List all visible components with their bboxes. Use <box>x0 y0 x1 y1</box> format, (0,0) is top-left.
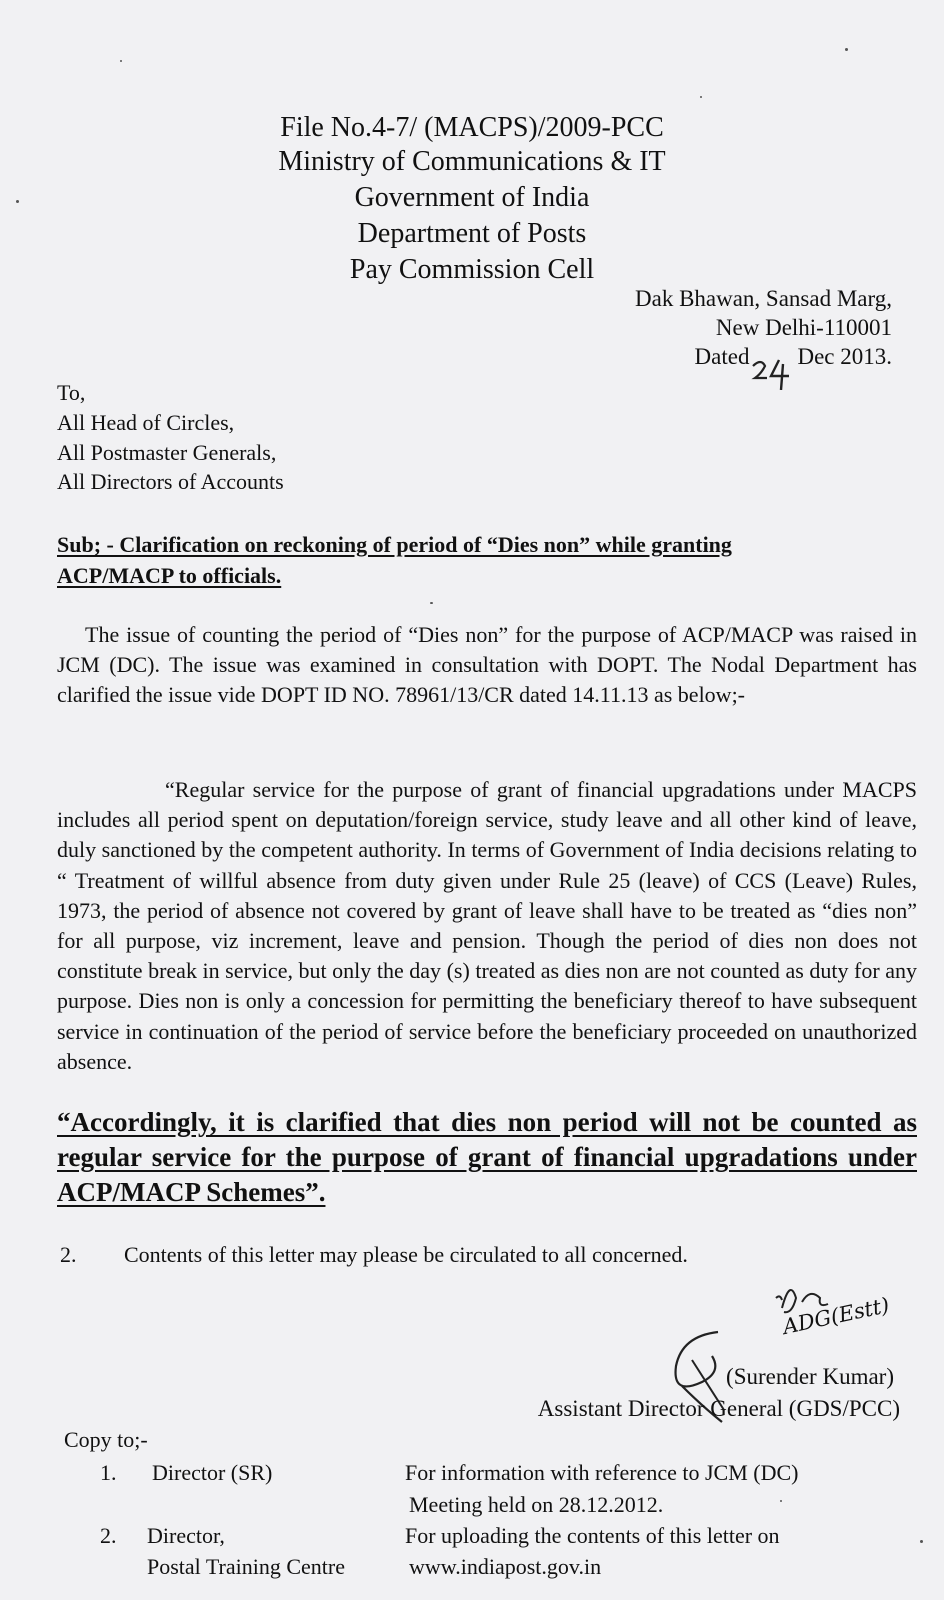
scan-speck <box>120 60 122 62</box>
scan-speck <box>700 96 702 98</box>
government-name: Government of India <box>354 182 590 213</box>
scan-speck <box>430 602 433 604</box>
quoted-paragraph: “Regular service for the purpose of grant of financial upgradations under MACPS includes all period spent on deputation/foreign service, study leave and all other kind of leave, duly sanctioned by the competent authority. In terms of Government of India decisions relating to “ Treatment of willful absence from duty given under Rule 25 (leave) of CCS (Leave) Rules, 1973, the period of absence not covered by grant of leave shall have to be treated as “dies non” for all purpose, viz increment, leave and pension. Though the period of dies non does not constitute break in service, but only the day (s) treated as dies non are not counted as duty for any purpose. Dies non is only a concession for permitting the beneficiary thereof to have subsequent service in continuation of the period of service before the beneficiary proceeded on unauthorized absence. <box>57 777 917 1074</box>
signatory-name: (Surender Kumar) <box>726 1364 894 1389</box>
recipient-item: All Head of Circles, <box>57 410 235 435</box>
address-line-2: New Delhi-110001 <box>715 315 892 340</box>
body-paragraph-1: The issue of counting the period of “Dies non” for the purpose of ACP/MACP was raised in JCM (DC). The issue was examined in consultation with DOPT. The Nodal Department has clarified the issue vide DOPT ID NO. 78961/13/CR dated 14.11.13 as below;- <box>57 622 917 707</box>
recipient-item: All Postmaster Generals, <box>57 440 277 465</box>
copy-to-label: Copy to;- <box>64 1427 148 1452</box>
scan-speck <box>920 1540 923 1543</box>
subject-line-2: ACP/MACP to officials. <box>57 563 282 588</box>
scan-speck <box>845 48 848 51</box>
letter-date <box>695 344 892 370</box>
copy-item-recipient: Director, <box>147 1523 225 1548</box>
subject-line-1: Sub; - Clarification on reckoning of period of “Dies non” while granting <box>57 532 732 557</box>
scan-speck <box>16 200 19 203</box>
address-line-1: Dak Bhawan, Sansad Marg, <box>635 286 892 311</box>
clarification-statement: “Accordingly, it is clarified that dies non period will not be counted as regular service for the purpose of grant of financial upgradations under ACP/MACP Schemes”. <box>57 1107 917 1207</box>
paragraph-2-number: 2. <box>60 1242 77 1267</box>
ministry-name: Ministry of Communications & IT <box>278 146 666 177</box>
signatory-designation: Assistant Director General (GDS/PCC) <box>537 1396 900 1421</box>
date-prefix: Dated <box>694 344 750 369</box>
handwritten-day-mark <box>749 356 797 390</box>
cell-name: Pay Commission Cell <box>349 254 595 285</box>
handwritten-note: ADG(Estt) <box>780 1293 892 1339</box>
department-name: Department of Posts <box>357 218 587 249</box>
copy-item-purpose: For information with reference to JCM (DC) <box>405 1460 799 1485</box>
copy-item-number: 1. <box>100 1460 117 1485</box>
copy-item-number: 2. <box>100 1523 117 1548</box>
date-rest: Dec 2013. <box>797 344 892 369</box>
to-label: To, <box>57 380 86 405</box>
copy-item-recipient: Director (SR) <box>152 1460 273 1485</box>
paragraph-2-text: Contents of this letter may please be circulated to all concerned. <box>124 1242 688 1267</box>
copy-item-purpose: For uploading the contents of this letter on <box>405 1523 780 1548</box>
copy-item-recipient: Postal Training Centre <box>147 1554 346 1579</box>
copy-item-purpose: www.indiapost.gov.in <box>409 1554 602 1579</box>
file-number: File No.4-7/ (MACPS)/2009-PCC <box>280 112 664 143</box>
scan-speck <box>780 1500 782 1502</box>
copy-item-purpose: Meeting held on 28.12.2012. <box>409 1492 664 1517</box>
recipient-item: All Directors of Accounts <box>57 469 284 494</box>
